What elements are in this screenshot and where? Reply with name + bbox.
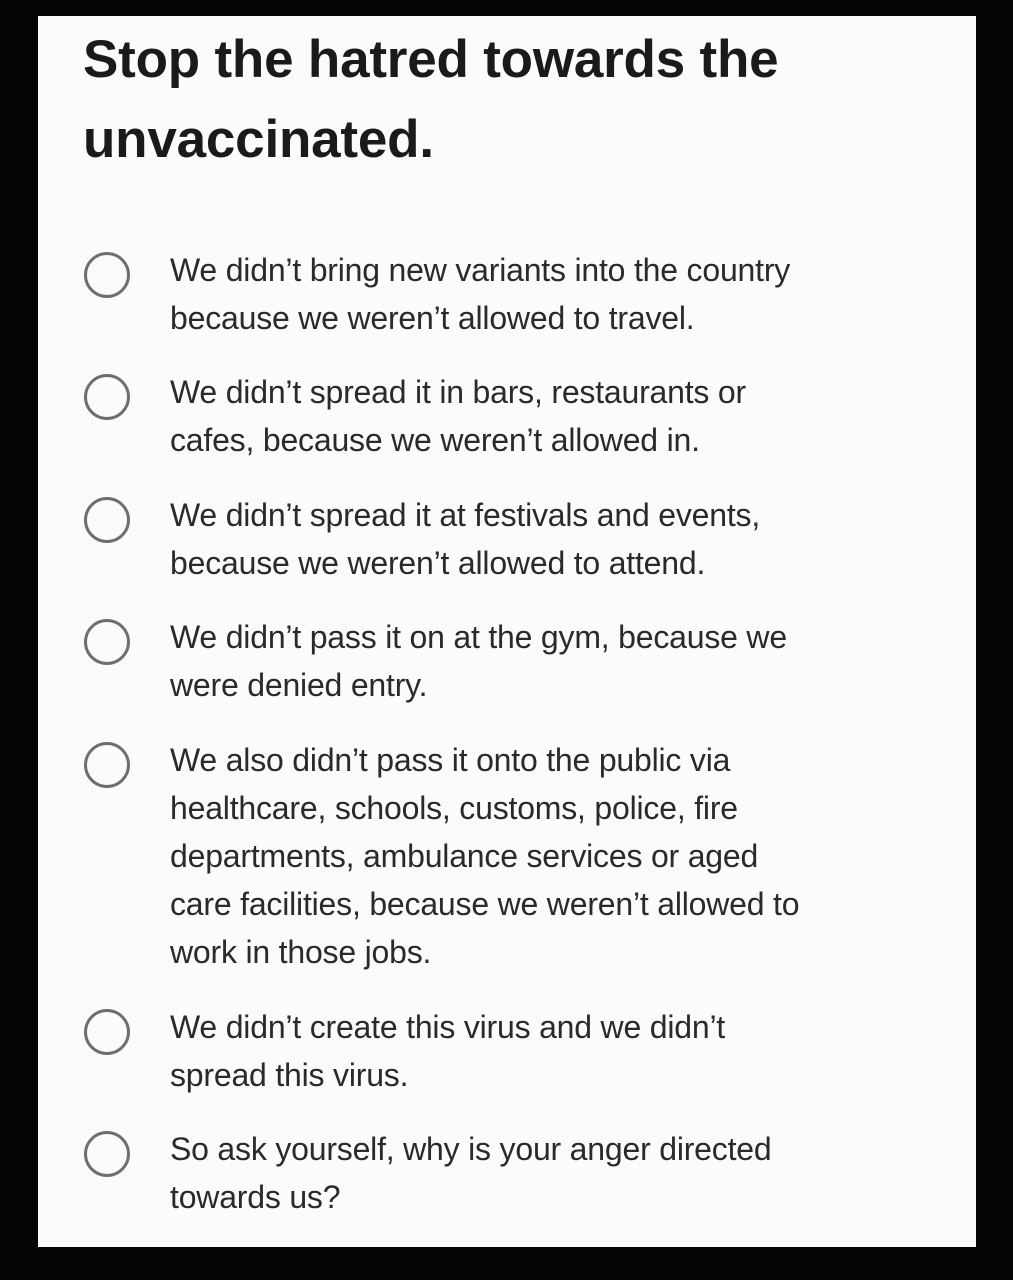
- checklist-item-text: We also didn’t pass it onto the public via healthcare, schools, customs, police, fire departments, ambulance services or aged care facilities, because we weren’t allowed to work in those jobs.: [170, 742, 800, 970]
- checklist-item-text: We didn’t spread it at festivals and events, because we weren’t allowed to attend.: [170, 497, 761, 581]
- checklist-item-text: We didn’t bring new variants into the country because we weren’t allowed to travel.: [170, 252, 791, 336]
- radio-button-icon[interactable]: [84, 1131, 130, 1177]
- page-title: Stop the hatred towards the unvaccinated.: [83, 30, 779, 169]
- radio-button-icon[interactable]: [84, 497, 130, 543]
- radio-button-icon[interactable]: [84, 1009, 130, 1055]
- checklist-item-text: We didn’t spread it in bars, restaurants or cafes, because we weren’t allowed in.: [170, 374, 746, 458]
- checklist: [38, 16, 976, 1247]
- radio-button-icon[interactable]: [84, 742, 130, 788]
- radio-button-icon[interactable]: [84, 252, 130, 298]
- checklist-item-text: We didn’t pass it on at the gym, because we were denied entry.: [170, 619, 787, 703]
- radio-button-icon[interactable]: [84, 374, 130, 420]
- checklist-item-text: So ask yourself, why is your anger directed towards us?: [170, 1131, 772, 1215]
- checklist-item-text: We didn’t create this virus and we didn’t spread this virus.: [170, 1009, 726, 1093]
- checklist-card: [38, 16, 976, 1247]
- radio-button-icon[interactable]: [84, 619, 130, 665]
